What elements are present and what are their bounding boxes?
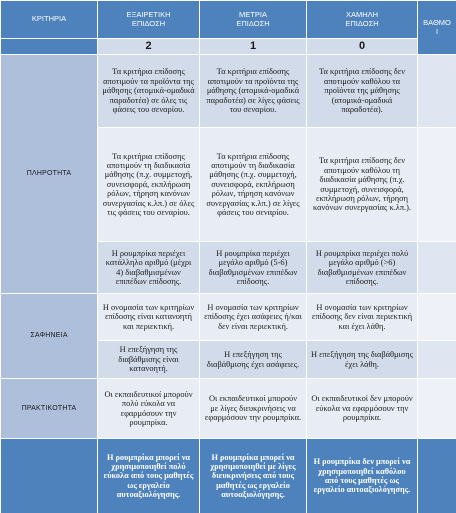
descriptor-cell: Η ρουμπρίκα περιέχει μεγάλο αριθμό (5-6) διαβαθμισμένων επιπέδων επίδοσης.: [200, 242, 307, 294]
grade-input-cell[interactable]: [418, 128, 456, 242]
self-assessment-row: [1, 439, 456, 513]
grade-input-cell[interactable]: [418, 294, 456, 341]
descriptor-cell: Η ρουμπρίκα περιέχει πολύ μεγάλο αριθμό (>6) διαβαθμισμένων επιπέδων επίδοσης.: [307, 242, 418, 294]
grade-input-cell[interactable]: [418, 341, 456, 379]
score-row: [1, 39, 456, 55]
descriptor-cell: Οι εκπαιδευτικοί μπορούν με λίγες διευκρινήσεις να εφαρμόσουν την ρουμπρίκα.: [200, 379, 307, 439]
self-assessment-excellent: Η ρουμπρίκα μπορεί να χρησιμοποιηθεί πολύ εύκολα από τους μαθητές ως εργαλείο αυτοαξιολόγησης.: [98, 439, 200, 513]
descriptor-cell: Η ρουμπρίκα περιέχει κατάλληλο αριθμό (μέχρι 4) διαβαθμισμένων επιπέδων επίδοσης.: [98, 242, 200, 294]
descriptor-cell: Η επεξήγηση της διαβάθμισης έχει ασάφειες.: [200, 341, 307, 379]
level-header-line1: ΧΑΜΗΛΗ: [345, 10, 379, 20]
grade-input-cell[interactable]: [418, 242, 456, 294]
level-header-excellent: [98, 1, 200, 39]
descriptor-cell: Η ονομασία των κριτηρίων επίδοσης έχει ασάφειες ή/και δεν είναι περιεκτική.: [200, 294, 307, 341]
descriptor-cell: Τα κριτήρια επίδοσης δεν αποτιμούν καθόλου τη διαδικασία μάθησης (π.χ. συμμετοχή, συνεισφορά, εκπλήρωση ρόλων, τήρηση κανόνων συνεργασίας κ.λπ.).: [307, 128, 418, 242]
level-header-line1: ΜΕΤΡΙΑ: [239, 10, 267, 20]
criterion-row: [1, 379, 456, 439]
descriptor-cell: Τα κριτήρια επίδοσης αποτιμούν τα προϊόντα της μάθησης (ατομικά-ομαδικά παραδοτέα) σε όλες τις φάσεις του σεναρίου.: [98, 55, 200, 128]
level-header-line2: ΕΠΙΔΟΣΗ: [345, 18, 379, 28]
descriptor-cell: Τα κριτήρια επίδοσης αποτιμούν τη διαδικασία μάθησης (π.χ. συμμετοχή, συνεισφορά, εκπλήρωση ρόλων, τήρηση κανόνων συνεργασίας κ.λπ.) σε όλες τις φάσεις του σεναρίου.: [98, 128, 200, 242]
criterion-clarity: ΣΑΦΗΝΕΙΑ: [1, 294, 98, 379]
self-assessment-medium: Η ρουμπρίκα μπορεί να χρησιμοποιηθεί με λίγες διευκρινήσεις από τους μαθητές ως εργαλείο αυτοαξιολόγησης.: [200, 439, 307, 513]
header-row: [1, 1, 456, 39]
level-header-low: [307, 1, 418, 39]
self-assessment-label-cell: [1, 439, 98, 513]
score-low: 0: [307, 39, 418, 55]
grade-input-cell[interactable]: [418, 379, 456, 439]
descriptor-cell: Η ονομασία των κριτηρίων επίδοσης είναι κατανοητή και περιεκτική.: [98, 294, 200, 341]
level-header-line2: ΕΠΙΔΟΣΗ: [131, 18, 166, 28]
self-assessment-low: Η ρουμπρίκα δεν μπορεί να χρησιμοποιηθεί καθόλου από τους μαθητές ως εργαλείο αυτοαξιολόγησης.: [307, 439, 418, 513]
descriptor-cell: Οι εκπαιδευτικοί δεν μπορούν εύκολα να εφαρμόσουν την ρουμπρίκα.: [307, 379, 418, 439]
grade-input-cell[interactable]: [418, 55, 456, 128]
criterion-row: [1, 55, 456, 128]
grade-header-line2: Ι: [435, 26, 439, 36]
score-row-spacer: [1, 39, 98, 55]
descriptor-cell: Η ονομασία των κριτηρίων επίδοσης δεν είναι περιεκτική και έχει λάθη.: [307, 294, 418, 341]
descriptor-cell: Τα κριτήρια επίδοσης αποτιμούν τη διαδικασία μάθησης (π.χ. συμμετοχή, συνεισφορά, εκπλήρωση ρόλων, τήρηση κανόνων συνεργασίας κ.λπ.) σε λίγες φάσεις του σεναρίου.: [200, 128, 307, 242]
level-header-medium: [200, 1, 307, 39]
score-excellent: 2: [98, 39, 200, 55]
descriptor-cell: Τα κριτήρια επίδοσης δεν αποτιμούν καθόλου τα προϊόντα της μάθησης (ατομικά-ομαδικά παραδοτέα).: [307, 55, 418, 128]
level-header-line1: ΕΞΑΙΡΕΤΙΚΗ: [126, 10, 171, 20]
grade-header-line1: ΒΑΘΜΟ: [423, 18, 451, 28]
descriptor-cell: Οι εκπαιδευτικοί μπορούν πολύ εύκολα να εφαρμόσουν την ρουμπρίκα.: [98, 379, 200, 439]
descriptor-cell: Τα κριτήρια επίδοσης αποτιμούν τα προϊόντα της μάθησης (ατομικά-ομαδικά παραδοτέα) σε λίγες φάσεις του σεναρίου.: [200, 55, 307, 128]
grade-column-header: [418, 1, 456, 55]
level-header-line2: ΕΠΙΔΟΣΗ: [236, 18, 270, 28]
descriptor-cell: Η επεξήγηση της διαβάθμισης έχει λάθη.: [307, 341, 418, 379]
criterion-completeness: ΠΛΗΡΟΤΗΤΑ: [1, 55, 98, 294]
descriptor-cell: Η επεξήγηση της διαβάθμισης είναι κατανοητή.: [98, 341, 200, 379]
grade-input-cell[interactable]: [418, 439, 456, 513]
criterion-practicality: ΠΡΑΚΤΙΚΟΤΗΤΑ: [1, 379, 98, 439]
criteria-column-header: ΚΡΙΤΗΡΙΑ: [1, 1, 98, 39]
score-medium: 1: [200, 39, 307, 55]
criterion-row: [1, 294, 456, 341]
